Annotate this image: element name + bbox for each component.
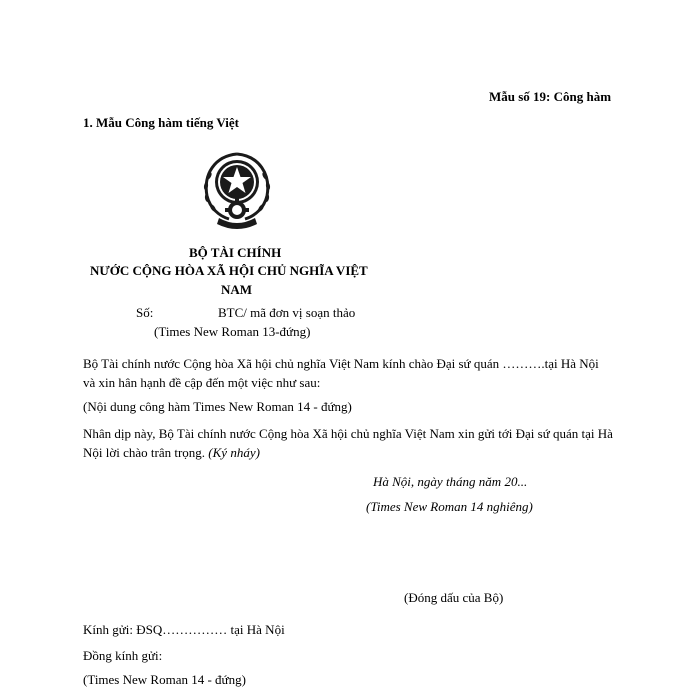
recipient-cc: Đồng kính gửi: (83, 648, 163, 663)
place-date: Hà Nội, ngày tháng năm 20... (373, 474, 528, 489)
date-font-note: (Times New Roman 14 nghiêng) (366, 499, 533, 514)
ministry-name: BỘ TÀI CHÍNH (189, 245, 282, 260)
opening-paragraph: Bộ Tài chính nước Cộng hòa Xã hội chủ nghĩa Việt Nam kính chào Đại sứ quán ……….tại Hà Nội và xin hân hạnh đề cập đến một việc như sau: (83, 356, 599, 390)
country-name-line2: NAM (221, 282, 253, 297)
reference-value: BTC/ mã đơn vị soạn thảo (218, 305, 356, 320)
form-label: Mẫu số 19: Công hàm (489, 89, 612, 104)
seal-note: (Đóng dấu của Bộ) (404, 590, 504, 605)
closing-paragraph (83, 424, 613, 462)
national-emblem-icon (195, 146, 279, 230)
recipient-to: Kính gửi: ĐSQ…………… tại Hà Nội (83, 622, 285, 637)
country-name-line1: NƯỚC CỘNG HÒA XÃ HỘI CHỦ NGHĨA VIỆT (90, 263, 368, 278)
reference-label: Số: (136, 305, 154, 320)
content-note: (Nội dung công hàm Times New Roman 14 - đứng) (83, 399, 352, 414)
section-title: 1. Mẫu Công hàm tiếng Việt (83, 115, 239, 130)
closing-note: (Ký nháy) (208, 445, 260, 460)
closing-text: Nhân dịp này, Bộ Tài chính nước Cộng hòa Xã hội chủ nghĩa Việt Nam xin gửi tới Đại sứ quán tại Hà Nội lời chào trân trọng. (83, 426, 613, 460)
recipient-font-note: (Times New Roman 14 - đứng) (83, 672, 246, 687)
reference-font-note: (Times New Roman 13-đứng) (154, 324, 311, 339)
